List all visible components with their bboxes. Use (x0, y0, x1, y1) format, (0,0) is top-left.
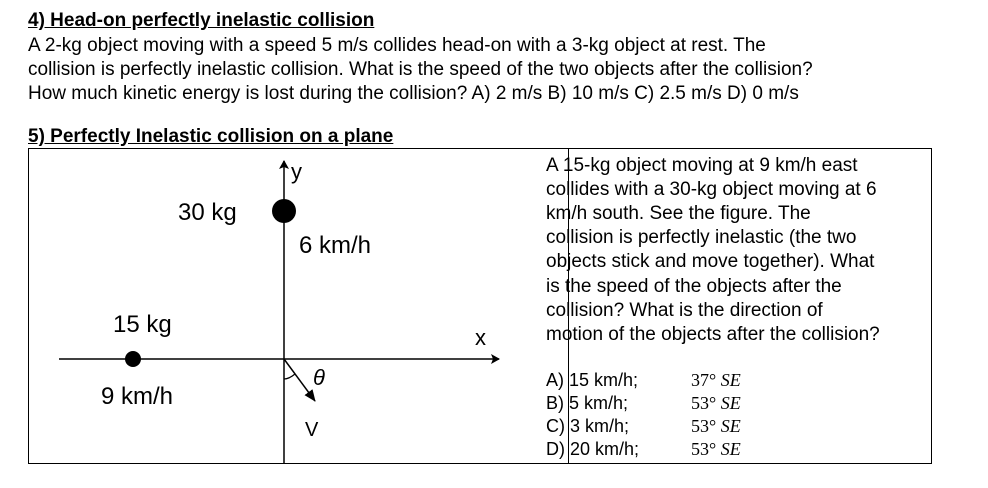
q5-box (28, 148, 932, 464)
answer-d-choice: D) 20 km/h; (546, 439, 640, 459)
theta-label: θ (313, 365, 325, 390)
q5-text-line-7: collision? What is the direction of (546, 300, 823, 321)
q4-title: 4) Head-on perfectly inelastic collision (28, 10, 375, 31)
mass-15-label: 15 kg (113, 311, 172, 338)
v-label: V (305, 419, 319, 441)
y-axis-label: y (291, 159, 302, 184)
speed-9-label: 9 km/h (101, 383, 174, 410)
answer-d-direction: 53° SE (691, 439, 741, 459)
theta-arc (284, 374, 295, 379)
mass-30-label: 30 kg (178, 199, 237, 226)
q4-text-line-3: How much kinetic energy is lost during the collision? A) 2 m/s B) 10 m/s C) 2.5 m/s D) 0 m/s (28, 83, 799, 104)
collision-diagram (29, 149, 567, 463)
velocity-arrow (284, 359, 315, 401)
q5-text-line-1: A 15-kg object moving at 9 km/h east (546, 155, 858, 176)
q5-text-line-3: km/h south. See the figure. The (546, 203, 811, 224)
answer-a-direction: 37° SE (691, 370, 741, 390)
speed-6-label: 6 km/h (299, 232, 372, 259)
answer-b-direction: 53° SE (691, 393, 741, 413)
mass-30kg-dot (272, 199, 296, 223)
q5-text-line-6: is the speed of the objects after the (546, 276, 842, 297)
q4-text-line-1: A 2-kg object moving with a speed 5 m/s collides head-on with a 3-kg object at rest. The (28, 35, 766, 56)
mass-15kg-dot (125, 351, 141, 367)
q5-title: 5) Perfectly Inelastic collision on a plane (28, 126, 394, 147)
q5-text-line-2: collides with a 30-kg object moving at 6 (546, 179, 877, 200)
q5-text-line-8: motion of the objects after the collision? (546, 324, 880, 345)
q5-text-line-4: collision is perfectly inelastic (the two (546, 227, 857, 248)
x-axis-label: x (475, 325, 486, 350)
q5-text-line-5: objects stick and move together). What (546, 251, 875, 272)
answer-c-choice: C) 3 km/h; (546, 416, 630, 436)
answer-c-direction: 53° SE (691, 416, 741, 436)
q4-text-line-2: collision is perfectly inelastic collision. What is the speed of the two objects after the collision? (28, 59, 813, 80)
answer-b-choice: B) 5 km/h; (546, 393, 629, 413)
answer-a-choice: A) 15 km/h; (546, 370, 639, 390)
